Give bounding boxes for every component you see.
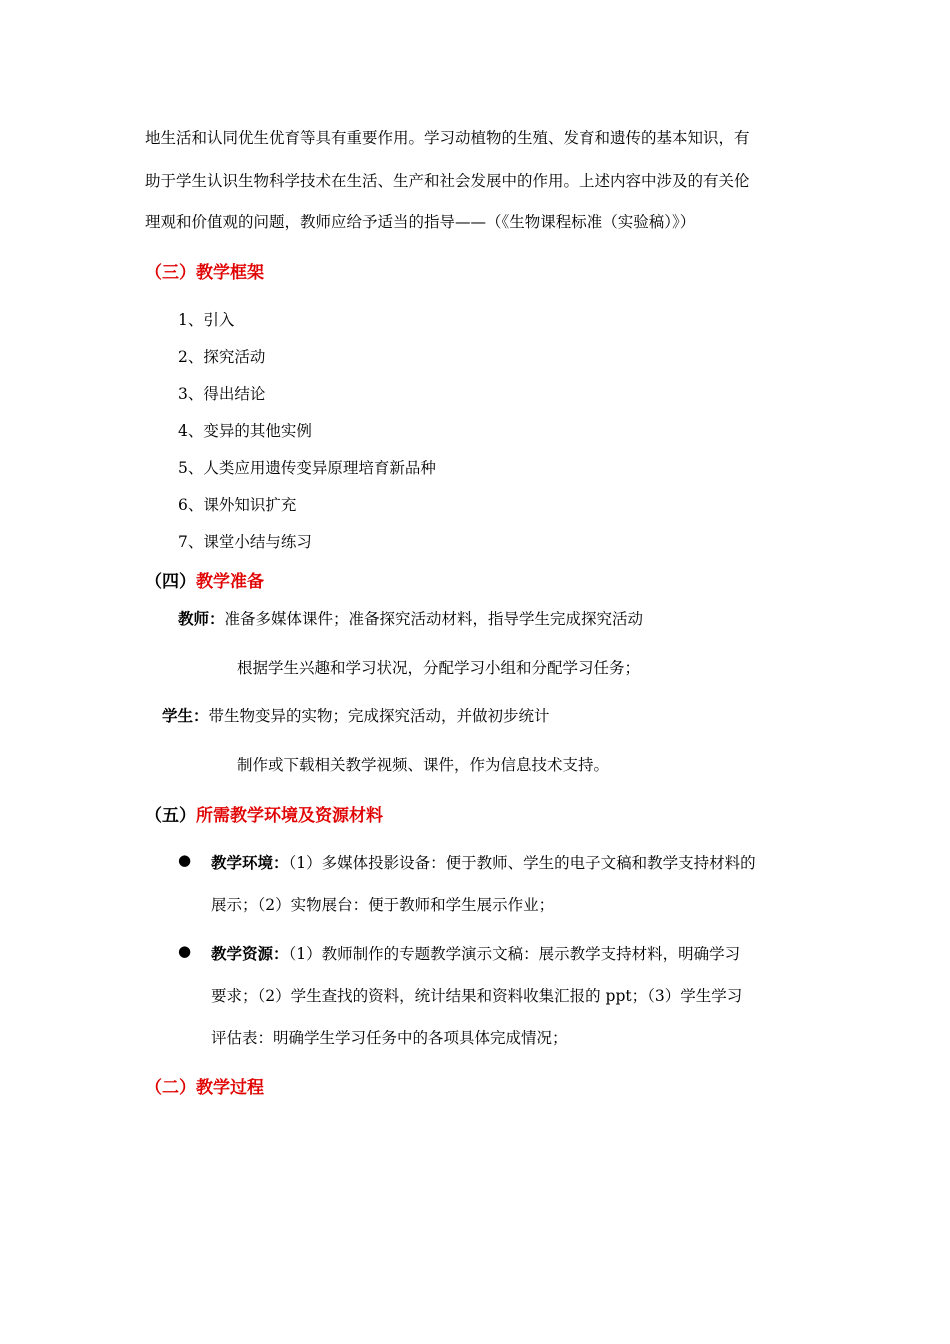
section-4-heading <box>145 567 264 592</box>
section-3-heading <box>145 258 264 283</box>
section-2-title: 教学过程 <box>196 1078 264 1098</box>
teacher-prep-line-2: 根据学生兴趣和学习状况，分配学习小组和分配学习任务； <box>237 659 641 677</box>
list-item: 1、引入 <box>178 311 235 329</box>
student-label: 学生： <box>162 707 209 725</box>
env-text-1: （1）多媒体投影设备：便于教师、学生的电子文稿和教学支持材料的 <box>288 854 756 872</box>
section-5-heading <box>145 801 383 826</box>
bullet-icon: ● <box>178 851 192 869</box>
res-line-1 <box>211 942 740 964</box>
section-5-title: 所需教学环境及资源材料 <box>196 806 383 826</box>
list-item: 5、人类应用遗传变异原理培育新品种 <box>178 459 436 477</box>
bullet-icon: ● <box>178 942 192 960</box>
list-item: 4、变异的其他实例 <box>178 422 312 440</box>
env-line-2: 展示；（2）实物展台：便于教师和学生展示作业； <box>211 896 555 914</box>
res-line-2: 要求；（2）学生查找的资料，统计结果和资料收集汇报的 ppt；（3）学生学习 <box>211 987 743 1005</box>
env-line-1 <box>211 851 756 873</box>
student-prep-line-2: 制作或下载相关教学视频、课件，作为信息技术支持。 <box>237 756 610 774</box>
list-item: 2、探究活动 <box>178 348 266 366</box>
section-3-number: （三） <box>145 263 196 283</box>
intro-line-3: 理观和价值观的问题，教师应给予适当的指导——（《生物课程标准（实验稿）》） <box>145 213 696 231</box>
list-item: 6、课外知识扩充 <box>178 496 297 514</box>
res-line-3: 评估表：明确学生学习任务中的各项具体完成情况； <box>211 1029 568 1047</box>
intro-line-2: 助于学生认识生物科学技术在生活、生产和社会发展中的作用。上述内容中涉及的有关伦 <box>145 172 750 190</box>
student-prep-line-1 <box>162 704 550 726</box>
intro-line-1: 地生活和认同优生优育等具有重要作用。学习动植物的生殖、发育和遗传的基本知识，有 <box>145 129 750 147</box>
student-prep-text-1: 带生物变异的实物；完成探究活动，并做初步统计 <box>208 707 550 725</box>
section-4-title: 教学准备 <box>196 572 264 592</box>
list-item: 7、课堂小结与练习 <box>178 533 312 551</box>
env-label: 教学环境： <box>211 854 289 872</box>
section-2-heading <box>145 1073 264 1098</box>
res-text-1: （1）教师制作的专题教学演示文稿：展示教学支持材料，明确学习 <box>288 945 741 963</box>
res-label: 教学资源： <box>211 945 289 963</box>
teacher-label: 教师： <box>178 610 225 628</box>
teacher-prep-line-1 <box>178 607 643 629</box>
list-item: 3、得出结论 <box>178 385 266 403</box>
section-2-number: （二） <box>145 1078 196 1098</box>
section-4-number: （四） <box>145 572 196 592</box>
section-3-title: 教学框架 <box>196 263 264 283</box>
section-5-number: （五） <box>145 806 196 826</box>
teacher-prep-text-1: 准备多媒体课件；准备探究活动材料，指导学生完成探究活动 <box>224 610 644 628</box>
